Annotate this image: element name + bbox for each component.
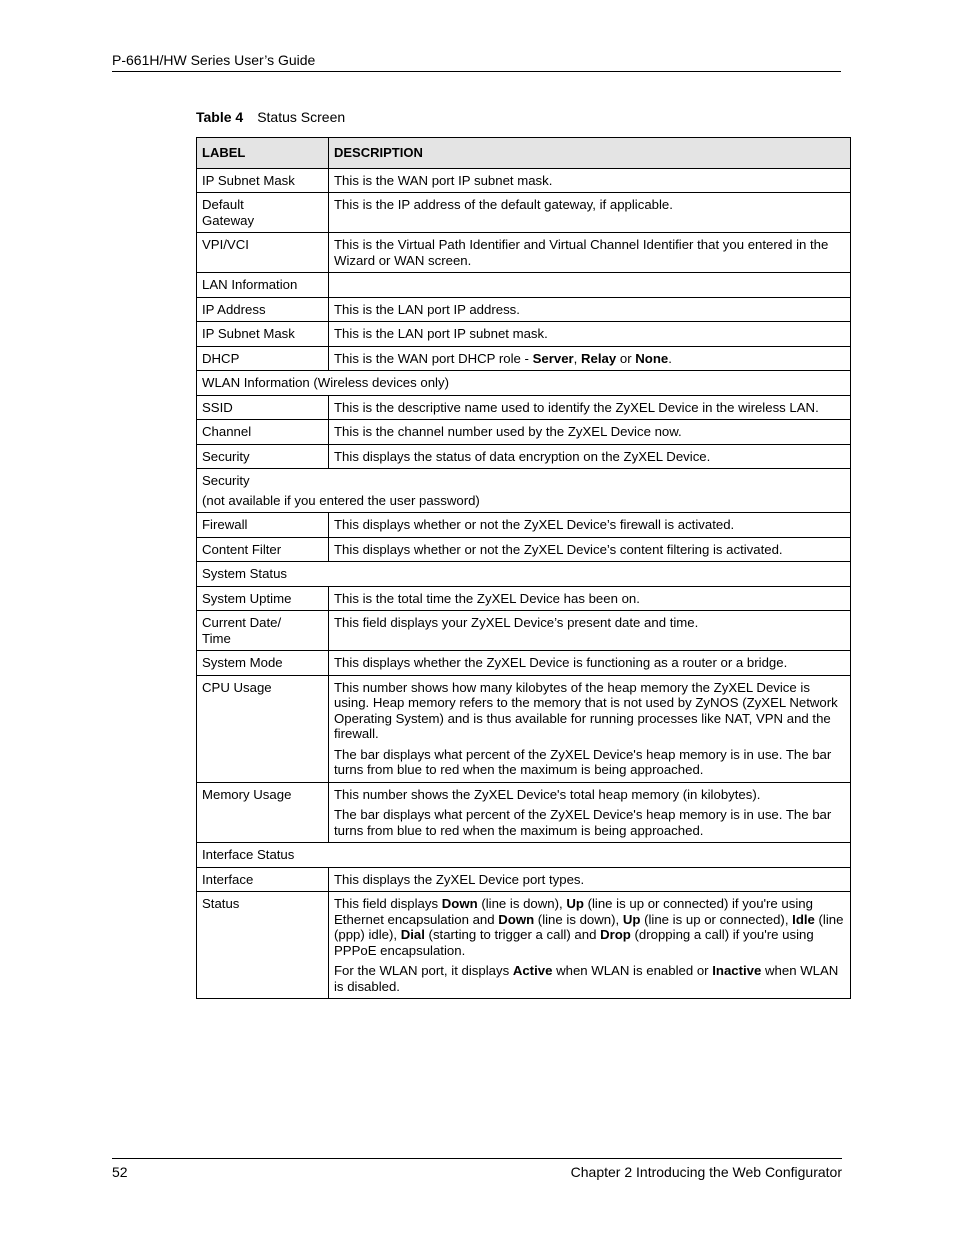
- row-description: [329, 892, 851, 999]
- guide-title: P-661H/HW Series User’s Guide: [112, 52, 316, 68]
- table-title: Status Screen: [257, 109, 346, 125]
- text-run: For the WLAN port, it displays: [334, 963, 513, 978]
- table-row: [197, 395, 851, 420]
- section-label: [197, 469, 851, 513]
- page-number: 52: [112, 1164, 128, 1180]
- row-description: [329, 675, 851, 782]
- section-empty-cell: [329, 273, 851, 298]
- running-footer: [112, 1158, 842, 1180]
- row-description: [329, 346, 851, 371]
- row-description: This is the WAN port IP subnet mask.: [329, 168, 851, 193]
- row-label-line: Default: [202, 197, 244, 212]
- row-label: Firewall: [197, 513, 329, 538]
- table-row: [197, 233, 851, 273]
- description-paragraph: The bar displays what percent of the ZyXEL Device's heap memory is in use. The bar turns from blue to red when the maximum is being approached.: [334, 807, 832, 838]
- section-title: Security: [202, 473, 250, 488]
- text-run: (starting to trigger a call) and: [424, 927, 601, 942]
- table-number: Table 4: [196, 109, 244, 125]
- text-run: (dropping a call) if you're using PPPoE encapsulation.: [334, 927, 814, 958]
- status-screen-table: [196, 137, 851, 999]
- bold-term: Down: [441, 896, 478, 911]
- row-description: This is the Virtual Path Identifier and Virtual Channel Identifier that you entered in the Wizard or WAN screen.: [329, 233, 851, 273]
- row-label: Content Filter: [197, 537, 329, 562]
- text-run: This is the WAN port DHCP role -: [334, 350, 533, 366]
- table-row: [197, 168, 851, 193]
- table-row: [197, 513, 851, 538]
- text-run: (line is up or connected) if you're using Ethernet encapsulation and: [334, 896, 813, 927]
- text-run: or: [616, 350, 636, 366]
- section-note: (not available if you entered the user password): [202, 492, 480, 508]
- row-label-line: Gateway: [202, 212, 255, 228]
- section-row: [197, 843, 851, 868]
- section-row: [197, 371, 851, 396]
- bold-term: Active: [512, 963, 553, 978]
- row-description: This displays whether or not the ZyXEL Device’s firewall is activated.: [329, 513, 851, 538]
- table-row: [197, 675, 851, 782]
- description-paragraph: The bar displays what percent of the ZyXEL Device's heap memory is in use. The bar turns from blue to red when the maximum is being approached.: [334, 746, 832, 777]
- bold-term: Inactive: [712, 963, 762, 978]
- text-run: (line is down),: [534, 911, 623, 927]
- table-row: [197, 297, 851, 322]
- section-row: [197, 469, 851, 513]
- text-run: when WLAN is enabled or: [552, 963, 713, 978]
- bold-term: Idle: [792, 911, 815, 927]
- running-header: [112, 50, 841, 72]
- description-column-header: DESCRIPTION: [329, 138, 851, 169]
- row-label: Interface: [197, 867, 329, 892]
- row-label: SSID: [197, 395, 329, 420]
- row-label: [197, 611, 329, 651]
- table-header-row: [197, 138, 851, 169]
- bold-term: Drop: [600, 927, 631, 942]
- bold-term: Relay: [581, 350, 617, 366]
- row-description: This displays whether the ZyXEL Device is functioning as a router or a bridge.: [329, 651, 851, 676]
- section-row: [197, 562, 851, 587]
- section-label: System Status: [197, 562, 851, 587]
- row-label: IP Address: [197, 297, 329, 322]
- table-row: [197, 611, 851, 651]
- table-row: [197, 892, 851, 999]
- description-paragraph: [334, 896, 846, 958]
- row-label-line: Time: [202, 630, 231, 646]
- description-paragraph: [334, 963, 846, 994]
- row-description: This is the channel number used by the ZyXEL Device now.: [329, 420, 851, 445]
- row-label: [197, 193, 329, 233]
- bold-term: Server: [532, 350, 574, 366]
- row-label-line: Current Date/: [202, 615, 282, 630]
- row-label: Security: [197, 444, 329, 469]
- row-label: System Uptime: [197, 586, 329, 611]
- row-description: This is the LAN port IP address.: [329, 297, 851, 322]
- bold-term: Dial: [400, 927, 425, 942]
- row-description: This is the total time the ZyXEL Device has been on.: [329, 586, 851, 611]
- row-label: IP Subnet Mask: [197, 168, 329, 193]
- table-row: [197, 782, 851, 843]
- row-description: [329, 782, 851, 843]
- row-label: Status: [197, 892, 329, 999]
- row-label: DHCP: [197, 346, 329, 371]
- text-run: (line (ppp) idle),: [334, 911, 844, 942]
- row-description: This displays whether or not the ZyXEL Device’s content filtering is activated.: [329, 537, 851, 562]
- row-label: VPI/VCI: [197, 233, 329, 273]
- row-label: Channel: [197, 420, 329, 445]
- table-row: [197, 537, 851, 562]
- table-row: [197, 586, 851, 611]
- section-label: Interface Status: [197, 843, 851, 868]
- row-description: This displays the ZyXEL Device port types.: [329, 867, 851, 892]
- row-description: This field displays your ZyXEL Device’s present date and time.: [329, 611, 851, 651]
- row-label: Memory Usage: [197, 782, 329, 843]
- section-label: WLAN Information (Wireless devices only): [197, 371, 851, 396]
- table-row: [197, 867, 851, 892]
- row-description: This displays the status of data encryption on the ZyXEL Device.: [329, 444, 851, 469]
- bold-term: Down: [498, 911, 535, 927]
- row-description: This is the IP address of the default gateway, if applicable.: [329, 193, 851, 233]
- text-run: This field displays: [334, 896, 442, 911]
- text-run: when WLAN is disabled.: [334, 963, 839, 994]
- row-label: CPU Usage: [197, 675, 329, 782]
- row-label: System Mode: [197, 651, 329, 676]
- row-description: This is the LAN port IP subnet mask.: [329, 322, 851, 347]
- bold-term: None: [635, 350, 669, 366]
- row-description: This is the descriptive name used to identify the ZyXEL Device in the wireless LAN.: [329, 395, 851, 420]
- row-label: IP Subnet Mask: [197, 322, 329, 347]
- table-row: [197, 420, 851, 445]
- chapter-title: Chapter 2 Introducing the Web Configurator: [570, 1164, 842, 1180]
- table-row: [197, 444, 851, 469]
- label-column-header: LABEL: [197, 138, 329, 169]
- text-run: .: [668, 350, 672, 366]
- description-paragraph: This number shows the ZyXEL Device's total heap memory (in kilobytes).: [334, 786, 761, 802]
- table-row: [197, 322, 851, 347]
- section-label: LAN Information: [197, 273, 329, 298]
- table-row: [197, 193, 851, 233]
- description-paragraph: This number shows how many kilobytes of the heap memory the ZyXEL Device is using. Heap memory refers to the memory that is not used by ZyNOS (ZyXEL Network Operating System) and is thus available for running processes like NAT, VPN and the firewall.: [334, 679, 838, 741]
- bold-term: Up: [566, 896, 584, 911]
- text-run: (line is up or connected),: [640, 911, 793, 927]
- table-row: [197, 651, 851, 676]
- table-row: [197, 346, 851, 371]
- text-run: ,: [573, 350, 581, 366]
- table-caption: [196, 107, 345, 127]
- bold-term: Up: [622, 911, 641, 927]
- section-row: [197, 273, 851, 298]
- text-run: (line is down),: [477, 896, 567, 911]
